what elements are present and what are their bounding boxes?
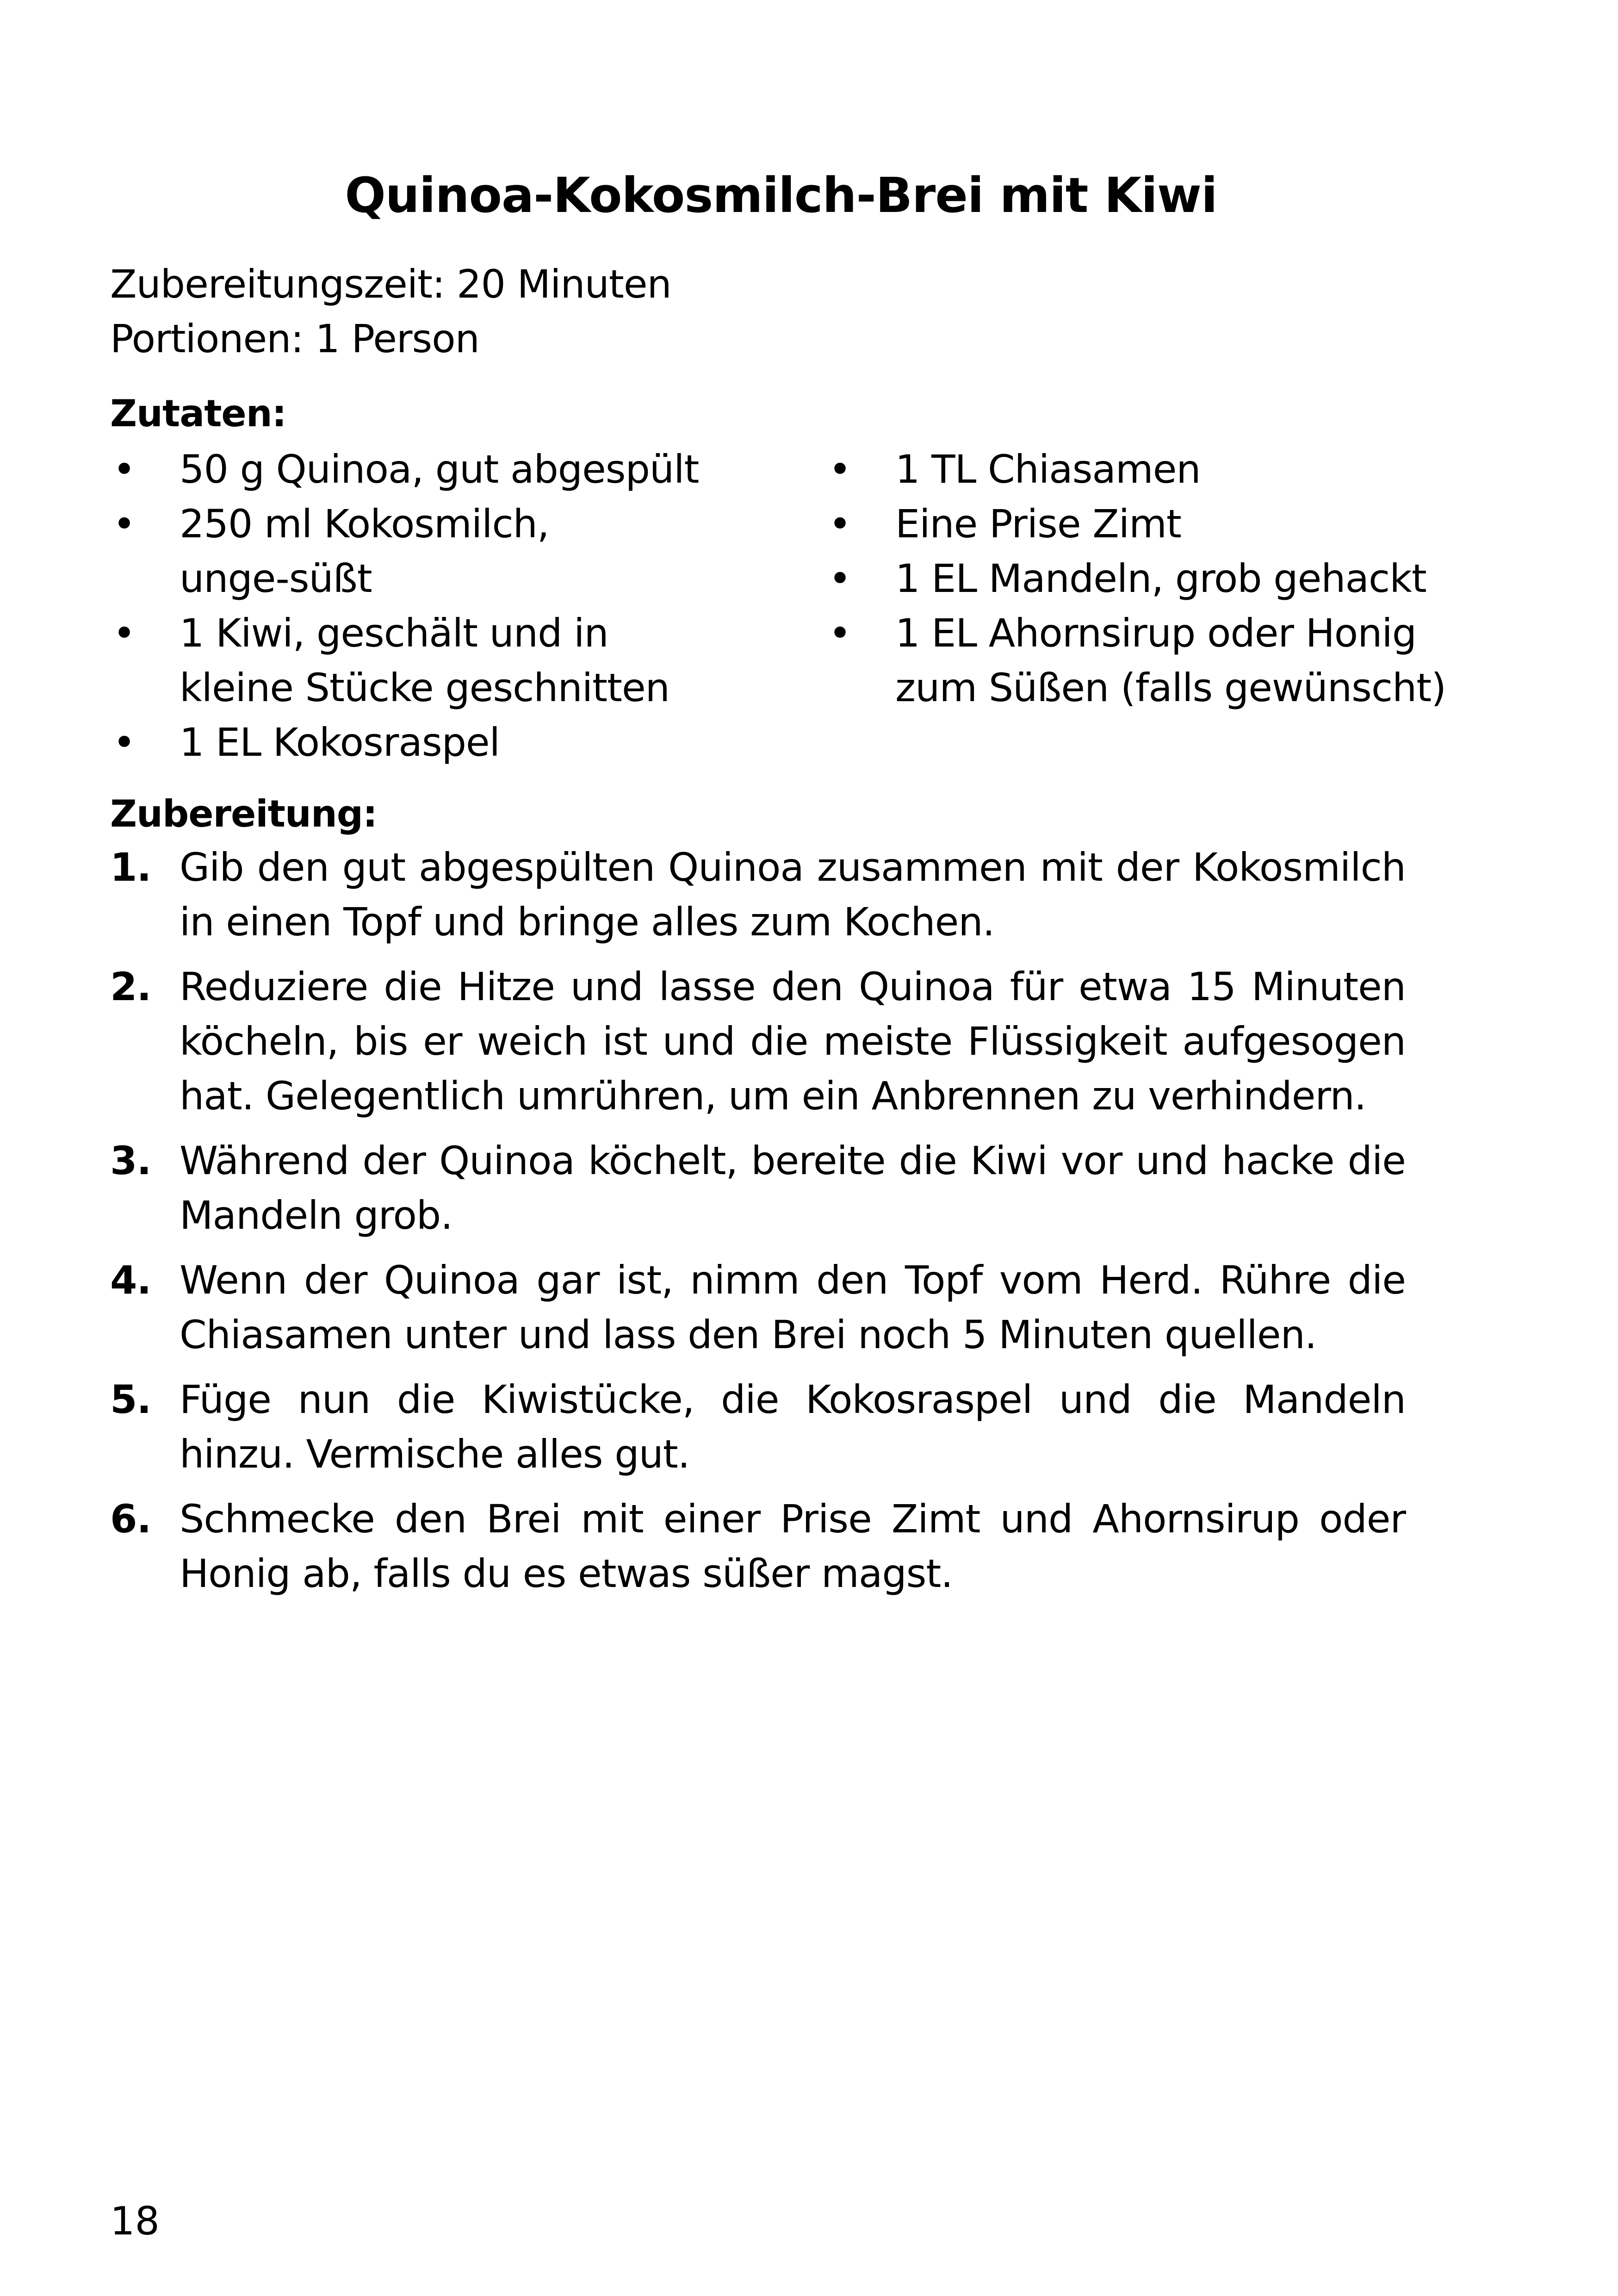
step-item <box>110 1253 1406 1362</box>
step-item <box>110 1133 1406 1243</box>
bullet-icon: • <box>112 720 136 765</box>
ingredients-heading: Zutaten: <box>110 392 286 435</box>
step-number: 3. <box>110 1138 151 1183</box>
page-number: 18 <box>110 2198 160 2244</box>
step-text: Füge nun die Kiwistücke, die Kokosraspel und die Mandeln hinzu. Vermische alles gut. <box>180 1377 1406 1477</box>
ingredient-item <box>826 442 1474 497</box>
step-number: 6. <box>110 1496 151 1542</box>
ingredient-item <box>826 606 1478 715</box>
servings: Portionen: 1 Person <box>110 316 479 361</box>
ingredient-text: 1 TL Chiasamen <box>895 447 1201 492</box>
bullet-icon: • <box>828 447 851 492</box>
recipe-meta <box>110 257 671 366</box>
ingredient-text: 250 ml Kokosmilch, unge-süßt <box>180 501 549 601</box>
step-item <box>110 840 1406 949</box>
ingredient-item <box>110 442 712 497</box>
step-number: 2. <box>110 964 151 1009</box>
bullet-icon: • <box>828 610 851 656</box>
bullet-icon: • <box>112 447 136 492</box>
step-text: Schmecke den Brei mit einer Prise Zimt und Ahornsirup oder Honig ab, falls du es etwas süßer magst. <box>180 1496 1406 1596</box>
preparation-steps <box>110 840 1406 1611</box>
step-text: Wenn der Quinoa gar ist, nimm den Topf vom Herd. Rühre die Chiasamen unter und lass den Brei noch 5 Minuten quellen. <box>180 1257 1406 1357</box>
step-item <box>110 959 1406 1123</box>
ingredient-item <box>110 715 712 770</box>
step-text: Während der Quinoa köchelt, bereite die Kiwi vor und hacke die Mandeln grob. <box>180 1138 1406 1238</box>
ingredient-text: 1 EL Ahornsirup oder Honig zum Süßen (falls gewünscht) <box>895 610 1446 710</box>
ingredient-item <box>826 497 1474 551</box>
ingredient-text: 1 EL Mandeln, grob gehackt <box>895 556 1426 601</box>
bullet-icon: • <box>112 610 136 656</box>
ingredient-item <box>110 497 670 606</box>
step-text: Gib den gut abgespülten Quinoa zusammen mit der Kokosmilch in einen Topf und bringe alles zum Kochen. <box>180 845 1406 945</box>
preparation-heading: Zubereitung: <box>110 792 378 835</box>
ingredient-item <box>826 551 1474 606</box>
step-number: 1. <box>110 845 151 890</box>
step-number: 4. <box>110 1257 151 1303</box>
prep-time: Zubereitungszeit: 20 Minuten <box>110 261 671 307</box>
step-item <box>110 1492 1406 1601</box>
bullet-icon: • <box>112 501 136 547</box>
ingredient-item <box>110 606 670 715</box>
ingredients-list-right <box>826 442 1474 715</box>
step-number: 5. <box>110 1377 151 1422</box>
step-text: Reduziere die Hitze und lasse den Quinoa für etwa 15 Minuten köcheln, bis er weich ist und die meiste Flüssigkeit aufgesogen hat. Gelegentlich umrühren, um ein Anbrennen zu verhindern. <box>180 964 1406 1119</box>
ingredient-text: 1 EL Kokosraspel <box>180 720 500 765</box>
ingredient-text: 1 Kiwi, geschält und in kleine Stücke geschnitten <box>180 610 670 710</box>
ingredients-list-left <box>110 442 712 770</box>
bullet-icon: • <box>828 556 851 601</box>
ingredient-text: 50 g Quinoa, gut abgespült <box>180 447 699 492</box>
ingredient-text: Eine Prise Zimt <box>895 501 1181 547</box>
step-item <box>110 1372 1406 1481</box>
bullet-icon: • <box>828 501 851 547</box>
recipe-title: Quinoa-Kokosmilch-Brei mit Kiwi <box>345 167 1217 224</box>
